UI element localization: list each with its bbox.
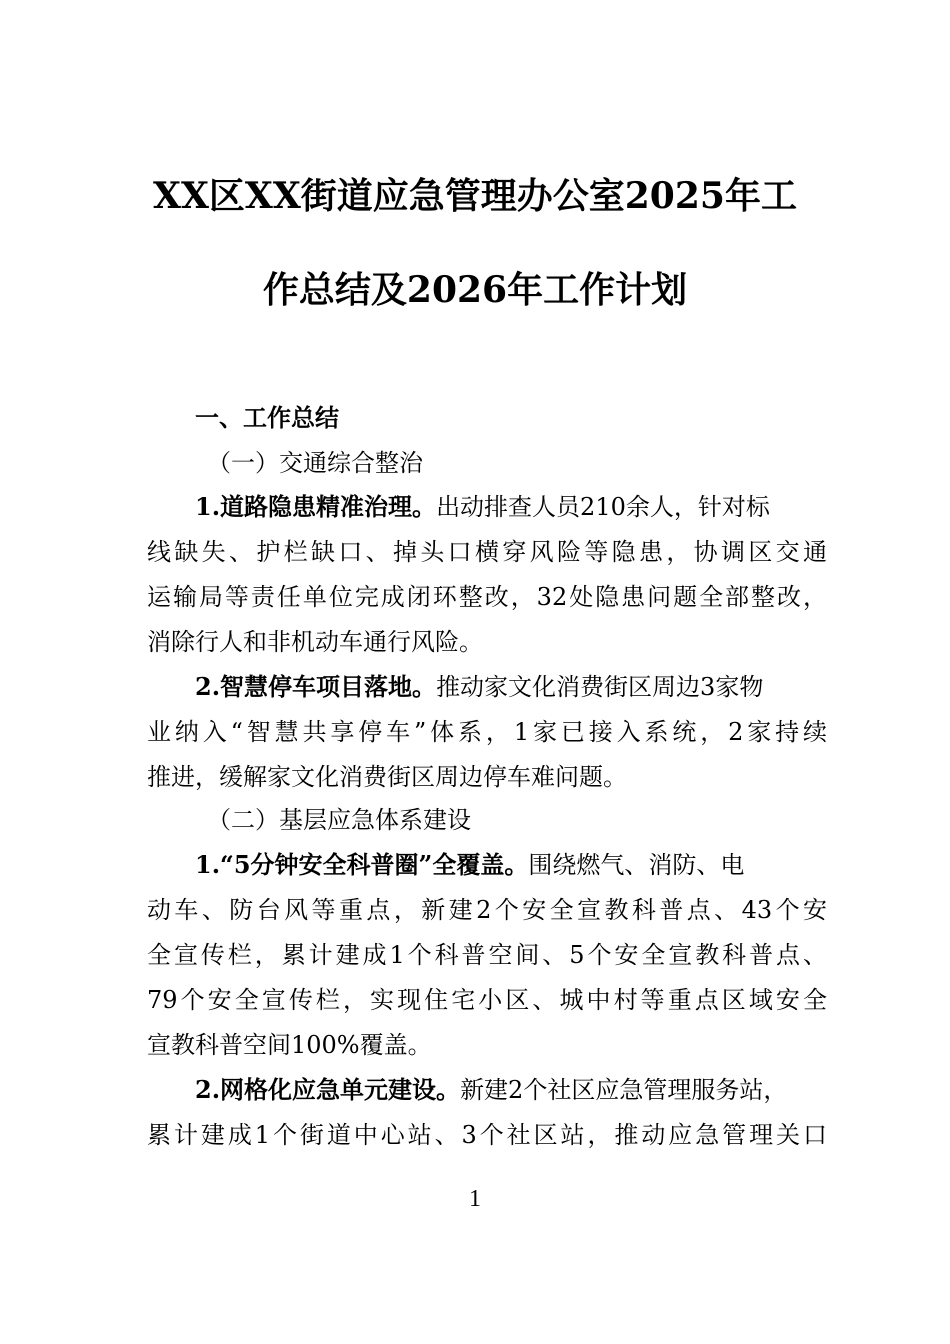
item-lead-road-hazard: 1.道路隐患精准治理。 (195, 492, 437, 521)
paragraph-line: 动车、防台风等重点，新建2个安全宣教科普点、43个安 (147, 896, 827, 924)
item-text: 新建2个社区应急管理服务站， (460, 1076, 788, 1104)
page-number: 1 (469, 1186, 481, 1212)
paragraph-road-hazard-line-1 (195, 487, 805, 527)
paragraph-safety-circle-line-1 (195, 845, 805, 885)
paragraph-line: 消除行人和非机动车通行风险。 (147, 628, 483, 656)
paragraph-smart-parking-line-1 (195, 667, 805, 707)
paragraph-grid-unit-line-1 (195, 1070, 827, 1110)
paragraph-line: 79个安全宣传栏，实现住宅小区、城中村等重点区域安全 (147, 986, 827, 1014)
item-text: 围绕燃气、消防、电 (528, 851, 745, 879)
item-lead-smart-parking: 2.智慧停车项目落地。 (195, 672, 437, 701)
section-heading-work-summary: 一、工作总结 (195, 403, 339, 432)
document-title-line-2: 作总结及2026年工作计划 (262, 269, 688, 311)
item-lead-safety-circle: 1.“5分钟安全科普圈”全覆盖。 (195, 850, 529, 879)
subsection-heading-traffic: （一）交通综合整治 (207, 449, 423, 477)
item-text: 出动排查人员210余人，针对标 (436, 493, 770, 521)
paragraph-line: 推进，缓解家文化消费街区周边停车难问题。 (147, 763, 627, 791)
paragraph-line: 线缺失、护栏缺口、掉头口横穿风险等隐患，协调区交通 (147, 538, 827, 566)
paragraph-line: 全宣传栏，累计建成1个科普空间、5个安全宣教科普点、 (147, 941, 827, 969)
subsection-heading-emergency-system: （二）基层应急体系建设 (207, 806, 471, 834)
document-title-line-1: XX区XX街道应急管理办公室2025年工 (153, 175, 797, 217)
paragraph-line: 运输局等责任单位完成闭环整改，32处隐患问题全部整改， (147, 583, 827, 611)
paragraph-line: 宣教科普空间100%覆盖。 (147, 1031, 432, 1059)
paragraph-line: 累计建成1个街道中心站、3个社区站，推动应急管理关口 (147, 1121, 827, 1149)
item-lead-grid-unit: 2.网格化应急单元建设。 (195, 1075, 461, 1104)
item-text: 推动家文化消费街区周边3家物 (436, 673, 764, 701)
paragraph-line: 业纳入“智慧共享停车”体系，1家已接入系统，2家持续 (147, 718, 827, 746)
